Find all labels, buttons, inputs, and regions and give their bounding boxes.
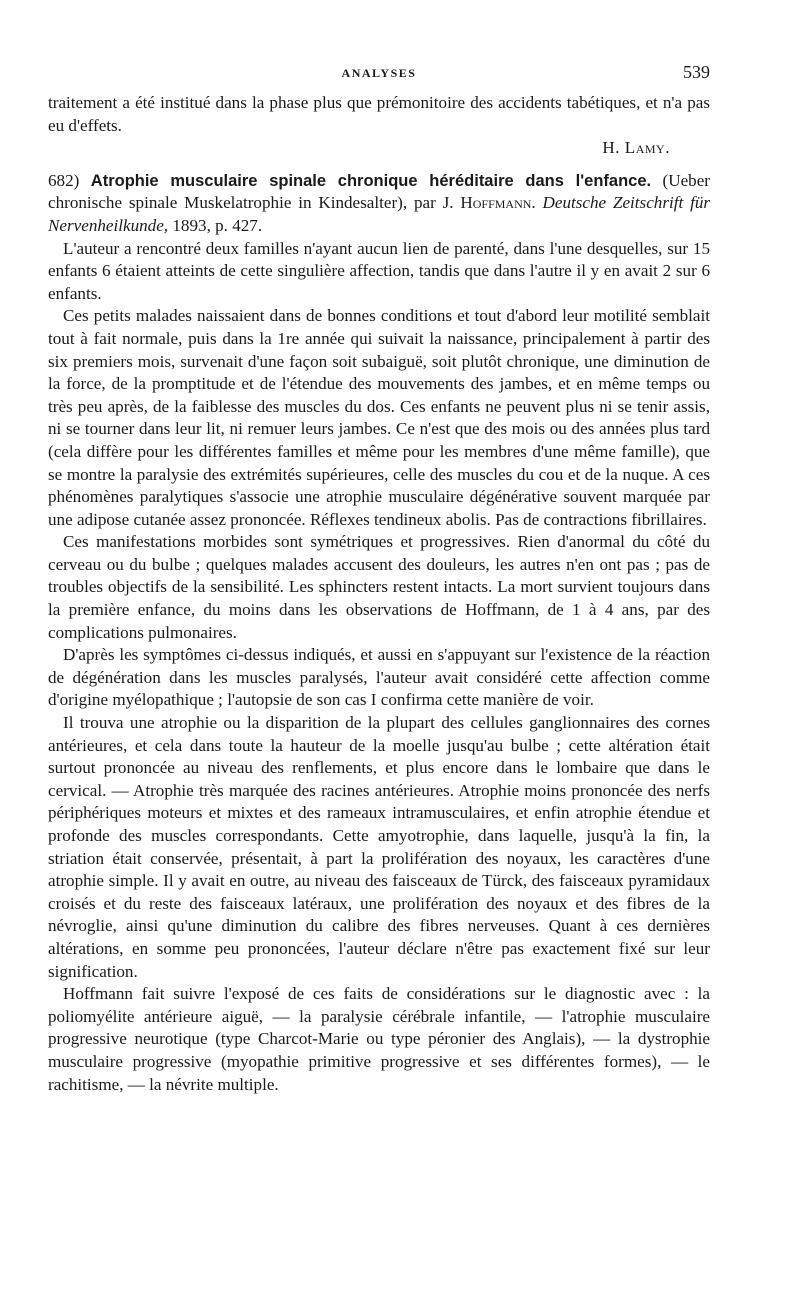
paragraph: Il trouva une atrophie ou la disparition de la plupart des cellules ganglionnaires des cornes antérieures, et cela dans toute la hauteur de la moelle jusqu'au bulbe ; cette altération était surtout prononcée au niveau des renflements, et plus encore dans le lombaire que dans le cervical. — Atrophie très marquée des racines antérieures. Atrophie moins prononcée des nerfs périphériques moteurs et mixtes et des rameaux intramusculaires, et enfin atrophie étendue et profonde des muscles correspondants. Cette amyotrophie, dans laquelle, jusqu'à la fin, la striation était conservée, présentait, à part la prolifération des noyaux, les caractères d'une atrophie simple. Il y avait en outre, au niveau des faisceaux de Türck, des faisceaux pyramidaux croisés et du reste des faisceaux latéraux, une prolifération des noyaux et des fibres de la névroglie, ainsi qu'une diminution du calibre des fibres nerveuses. Quant à ces dernières altérations, en somme peu prononcées, l'auteur déclare n'être pas exactement fixé sur leur signification. xyxy=(48,713,710,981)
entry-number: 682) xyxy=(48,170,80,190)
running-title: ANALYSES xyxy=(341,66,417,80)
entry-author: J. Hoffmann. xyxy=(442,193,536,213)
page-header xyxy=(48,62,710,86)
entry-journal: Deutsche Zeitschrift für Nervenheilkunde, xyxy=(48,193,711,235)
paragraph: Hoffmann fait suivre l'exposé de ces faits de considérations sur le diagnostic avec : la poliomyélite antérieure aiguë, — la paralysie cérébrale infantile, — l'atrophie musculaire progressive neurotique (type Charcot-Marie ou type péronier des Anglais), — la dystrophie musculaire progressive (myopathie primitive progressive et ses différentes formes), — le rachitisme, — la névrite multiple. xyxy=(48,984,710,1094)
paragraph: Ces petits malades naissaient dans de bonnes conditions et tout d'abord leur motilité semblait tout à fait normale, puis dans la 1re année qui suivait la naissance, principalement à partir des six premiers mois, survenait d'une façon soit subaiguë, soit plutôt chronique, une diminution de la force, de la promptitude et de l'étendue des mouvements des jambes, et en même temps ou très peu après, de la faiblesse des muscles du dos. Ces enfants ne peuvent plus ni se tenir assis, ni se tourner dans leur lit, ni remuer leurs jambes. Ce n'est que des mois ou des années plus tard (cela diffère pour les différentes familles et même pour les membres d'une même famille), que se montre la paralysie des extrémités supérieures, celle des muscles du cou et de la nuque. A ces phénomènes paralytiques s'associe une atrophie musculaire dégénérative souvent marquée par une adipose cutanée assez prononcée. Réflexes tendineux abolis. Pas de contractions fibrillaires. xyxy=(48,306,710,529)
paragraph: L'auteur a rencontré deux familles n'ayant aucun lien de parenté, dans l'une desquelles, sur 15 enfants 6 étaient atteints de cette singulière affection, tandis que dans l'autre il y en avait 2 sur 6 enfants. xyxy=(48,238,710,303)
page-number: 539 xyxy=(683,62,710,82)
entry-german-title: (Ueber chronische spinale Muskelatrophie in Kindesalter), par xyxy=(48,170,710,213)
entry-title: Atrophie musculaire spinale chronique héréditaire dans l'enfance. xyxy=(90,171,652,190)
entry-heading xyxy=(48,170,710,238)
entry-citation: 1893, p. 427. xyxy=(172,215,263,235)
paragraph: D'après les symptômes ci-dessus indiqués, et aussi en s'appuyant sur l'existence de la réaction de dégénération dans les muscles paralysés, l'auteur avait considéré cette affection comme d'origine myélopathique ; l'autopsie de son cas I confirma cette manière de voir. xyxy=(48,645,710,710)
signature: H. Lamy. xyxy=(602,138,670,158)
paragraph: Ces manifestations morbides sont symétriques et progressives. Rien d'anormal du côté du cerveau ou du bulbe ; quelques malades accusent des douleurs, les autres n'en ont pas ; pas de troubles objectifs de la sensibilité. Les sphincters restent intacts. La mort survient toujours dans la première enfance, du moins dans les observations de Hoffmann, de 1 à 4 ans, par des complications pulmonaires. xyxy=(48,532,710,642)
signature-line xyxy=(48,137,670,160)
previous-entry-ending: traitement a été institué dans la phase plus que prémonitoire des accidents tabétiques, et n'a pas eu d'effets. xyxy=(48,93,710,135)
article-body xyxy=(48,92,710,1096)
